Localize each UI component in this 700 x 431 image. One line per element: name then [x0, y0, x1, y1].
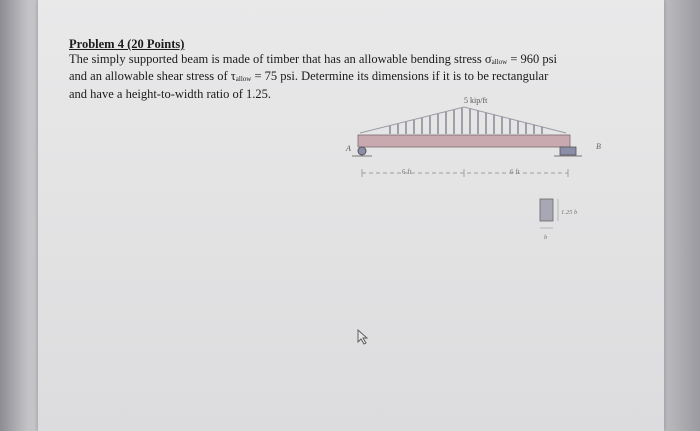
- support-b-label: B: [596, 142, 601, 151]
- tau-subscript: allow: [235, 75, 252, 83]
- beam-diagram: [338, 93, 608, 263]
- cross-section: [540, 199, 553, 221]
- support-b-roller: [560, 147, 576, 155]
- problem-statement: [69, 37, 589, 101]
- sigma-symbol: σ: [484, 51, 492, 66]
- sigma-value: = 960 psi: [507, 51, 557, 66]
- problem-line-3: and have a height-to-width ratio of 1.25.: [69, 86, 272, 101]
- cursor-arrow-icon: [357, 329, 371, 345]
- problem-line-2: [69, 69, 589, 87]
- tau-value: = 75 psi. Determine its dimensions if it is to be rectangular: [251, 69, 549, 83]
- problem-line-2-text: and an allowable shear stress of: [69, 69, 231, 83]
- sigma-subscript: allow: [491, 57, 508, 66]
- problem-line-1-text: The simply supported beam is made of timber that has an allowable bending stress: [69, 51, 485, 66]
- load-envelope: [360, 107, 566, 133]
- tau-symbol: τ: [230, 69, 236, 83]
- problem-line-1: [69, 52, 589, 70]
- dimension-left-label: 6 ft: [402, 168, 412, 176]
- problem-title: Problem 4 (20 Points): [69, 37, 185, 51]
- support-a-label: A: [346, 144, 351, 153]
- support-a-pin: [358, 147, 366, 155]
- section-width-label: b: [544, 234, 548, 241]
- beam: [358, 135, 570, 147]
- section-height-label: 1.25 b: [561, 209, 578, 216]
- dimension-right-label: 6 ft: [510, 168, 520, 176]
- dimension-line: [362, 169, 568, 177]
- load-label: 5 kip/ft: [464, 96, 488, 105]
